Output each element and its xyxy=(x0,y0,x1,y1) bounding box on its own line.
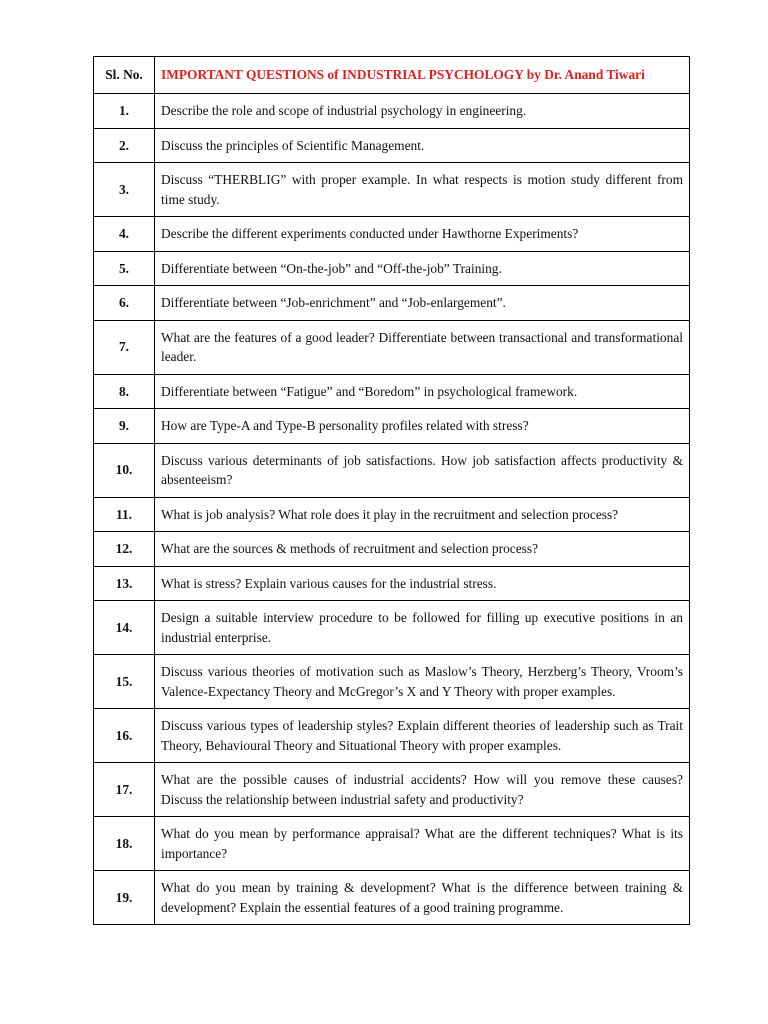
serial-number: 7. xyxy=(94,320,155,374)
question-text: What are the sources & methods of recruitment and selection process? xyxy=(155,532,690,567)
serial-number: 4. xyxy=(94,217,155,252)
question-text: Describe the role and scope of industrial psychology in engineering. xyxy=(155,94,690,129)
table-header-row xyxy=(94,57,690,94)
question-text: Differentiate between “Job-enrichment” and “Job-enlargement”. xyxy=(155,286,690,321)
questions-table xyxy=(93,56,690,925)
question-text: Differentiate between “Fatigue” and “Boredom” in psychological framework. xyxy=(155,374,690,409)
question-text: Differentiate between “On-the-job” and “Off-the-job” Training. xyxy=(155,251,690,286)
table-row xyxy=(94,532,690,567)
serial-number: 13. xyxy=(94,566,155,601)
table-row xyxy=(94,251,690,286)
question-text: Discuss “THERBLIG” with proper example. In what respects is motion study different from time study. xyxy=(155,163,690,217)
serial-number: 1. xyxy=(94,94,155,129)
table-row xyxy=(94,655,690,709)
question-text: What do you mean by performance appraisal? What are the different techniques? What is its importance? xyxy=(155,817,690,871)
serial-number: 19. xyxy=(94,871,155,925)
table-row xyxy=(94,128,690,163)
serial-number: 3. xyxy=(94,163,155,217)
table-row xyxy=(94,409,690,444)
serial-number: 17. xyxy=(94,763,155,817)
serial-number: 5. xyxy=(94,251,155,286)
question-text: What is stress? Explain various causes for the industrial stress. xyxy=(155,566,690,601)
table-row xyxy=(94,763,690,817)
serial-number: 16. xyxy=(94,709,155,763)
question-text: What is job analysis? What role does it play in the recruitment and selection process? xyxy=(155,497,690,532)
table-row xyxy=(94,320,690,374)
serial-number: 14. xyxy=(94,601,155,655)
table-row xyxy=(94,497,690,532)
question-text: Discuss the principles of Scientific Management. xyxy=(155,128,690,163)
serial-number: 6. xyxy=(94,286,155,321)
table-row xyxy=(94,566,690,601)
table-row xyxy=(94,817,690,871)
question-text: Discuss various theories of motivation such as Maslow’s Theory, Herzberg’s Theory, Vroom’s Valence-Expectancy Theory and McGregor’s X and Y Theory with proper examples. xyxy=(155,655,690,709)
document-title: IMPORTANT QUESTIONS of INDUSTRIAL PSYCHOLOGY by Dr. Anand Tiwari xyxy=(155,57,690,94)
serial-number: 2. xyxy=(94,128,155,163)
table-row xyxy=(94,163,690,217)
question-text: How are Type-A and Type-B personality profiles related with stress? xyxy=(155,409,690,444)
question-text: What do you mean by training & development? What is the difference between training & development? Explain the essential features of a good training programme. xyxy=(155,871,690,925)
table-row xyxy=(94,601,690,655)
question-text: What are the possible causes of industrial accidents? How will you remove these causes? Discuss the relationship between industrial safety and productivity? xyxy=(155,763,690,817)
serial-number: 9. xyxy=(94,409,155,444)
table-row xyxy=(94,871,690,925)
question-text: Discuss various determinants of job satisfactions. How job satisfaction affects productivity & absenteeism? xyxy=(155,443,690,497)
serial-number-header: Sl. No. xyxy=(94,57,155,94)
table-row xyxy=(94,217,690,252)
question-text: Describe the different experiments conducted under Hawthorne Experiments? xyxy=(155,217,690,252)
serial-number: 11. xyxy=(94,497,155,532)
question-text: Discuss various types of leadership styles? Explain different theories of leadership such as Trait Theory, Behavioural Theory and Situational Theory with proper examples. xyxy=(155,709,690,763)
serial-number: 15. xyxy=(94,655,155,709)
serial-number: 10. xyxy=(94,443,155,497)
question-text: What are the features of a good leader? Differentiate between transactional and transformational leader. xyxy=(155,320,690,374)
question-text: Design a suitable interview procedure to be followed for filling up executive positions in an industrial enterprise. xyxy=(155,601,690,655)
table-row xyxy=(94,709,690,763)
serial-number: 18. xyxy=(94,817,155,871)
table-row xyxy=(94,286,690,321)
table-row xyxy=(94,374,690,409)
table-row xyxy=(94,94,690,129)
serial-number: 12. xyxy=(94,532,155,567)
serial-number: 8. xyxy=(94,374,155,409)
table-row xyxy=(94,443,690,497)
